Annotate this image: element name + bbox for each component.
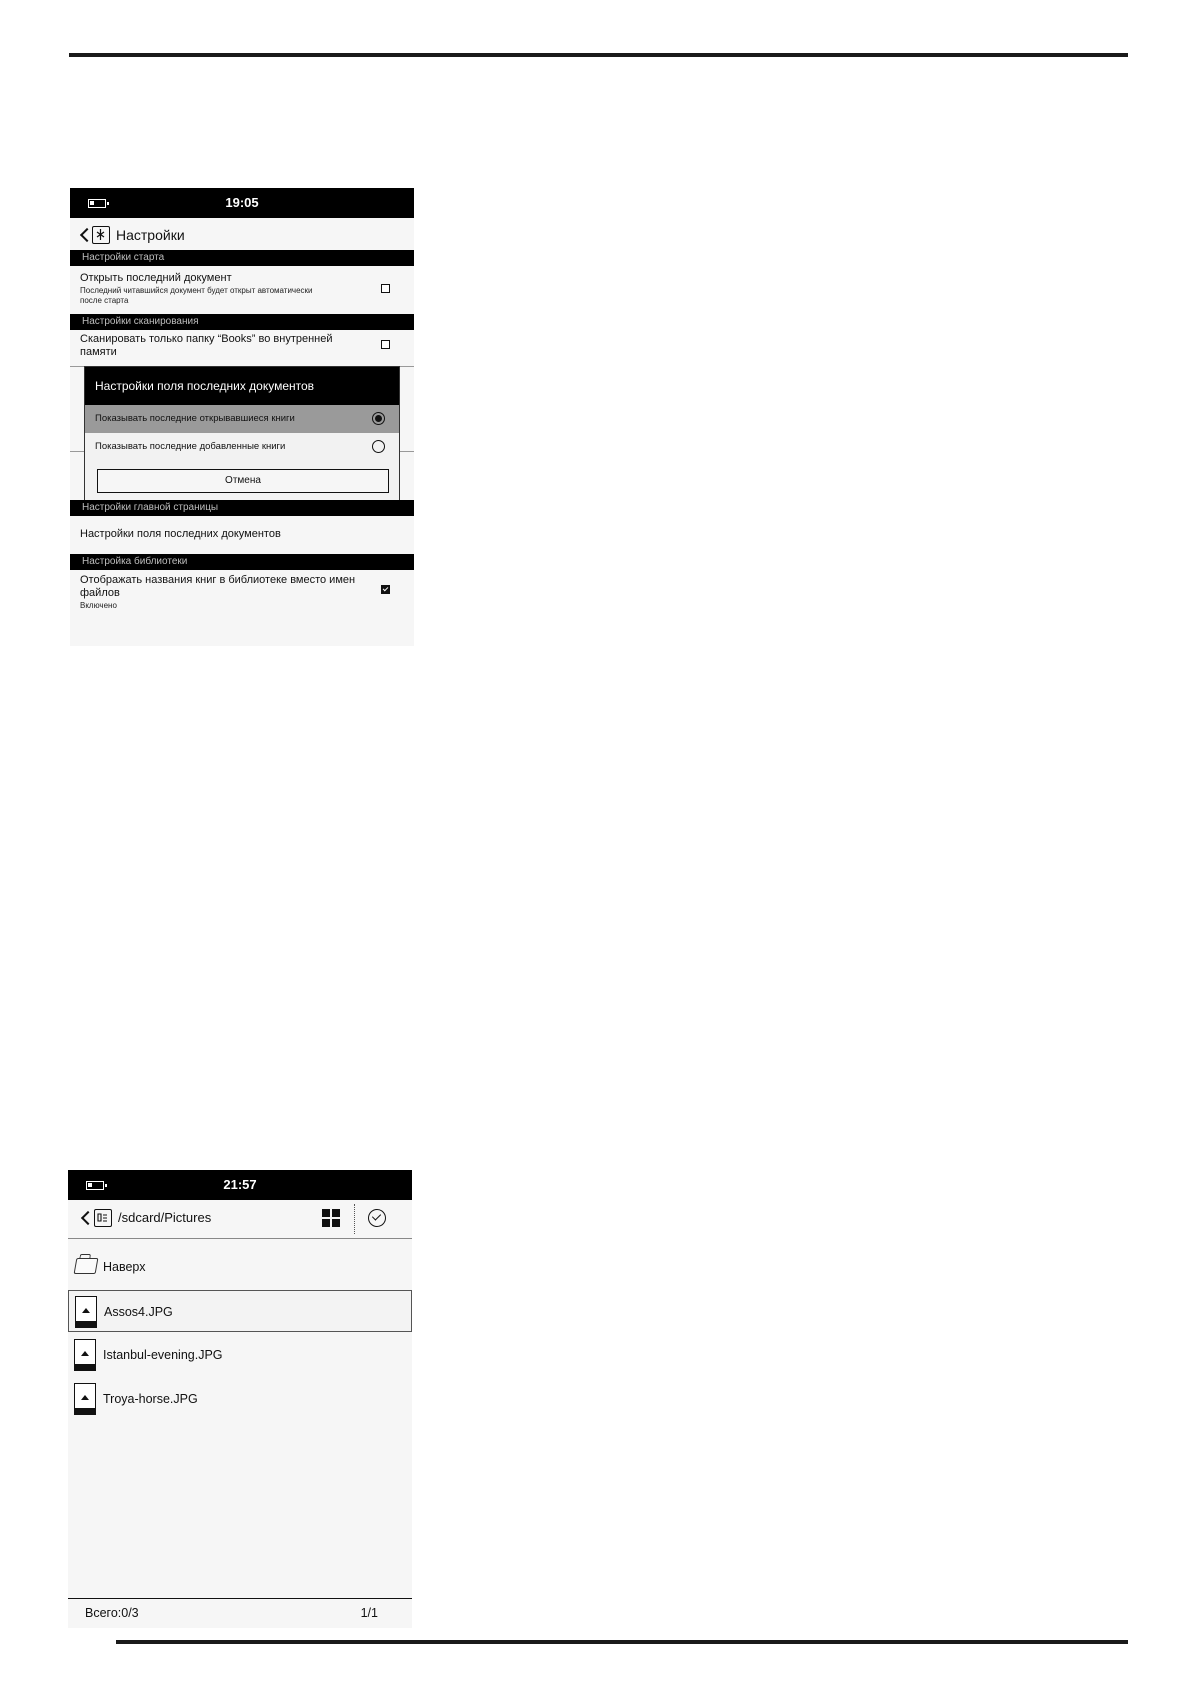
option-label: Показывать последние открывавшиеся книги — [95, 413, 295, 424]
setting-scan-books-only[interactable] — [70, 330, 414, 366]
back-chevron-icon[interactable] — [81, 1211, 95, 1225]
setting-show-book-titles[interactable] — [70, 570, 414, 616]
setting-title: Открыть последний документ — [80, 272, 232, 284]
file-manager-icon — [94, 1209, 112, 1227]
option-last-opened[interactable] — [85, 405, 399, 433]
setting-subtitle-line: после старта — [80, 296, 129, 305]
setting-recent-docs-field[interactable] — [70, 516, 414, 554]
open-last-document-checkbox[interactable] — [381, 284, 390, 293]
page-title: Настройки — [116, 227, 185, 243]
file-manager-screenshot — [68, 1170, 412, 1628]
setting-title: Настройки поля последних документов — [80, 528, 281, 540]
up-label: Наверх — [103, 1260, 146, 1274]
radio-empty-icon[interactable] — [372, 440, 385, 453]
section-header-library: Настройка библиотеки — [70, 554, 414, 570]
status-time: 21:57 — [223, 1177, 257, 1192]
file-name: Assos4.JPG — [104, 1305, 173, 1319]
dialog-title: Настройки поля последних документов — [85, 367, 399, 405]
jpg-file-icon — [74, 1339, 96, 1371]
setting-title-line: памяти — [80, 346, 117, 358]
jpg-file-icon — [75, 1296, 97, 1328]
radio-selected-icon[interactable] — [372, 412, 385, 425]
file-row[interactable] — [68, 1290, 412, 1332]
toolbar-separator — [354, 1204, 355, 1234]
settings-app-icon — [92, 226, 110, 244]
status-time: 19:05 — [225, 195, 259, 210]
grid-view-icon[interactable] — [322, 1209, 340, 1227]
setting-subtitle: Включено — [80, 601, 117, 610]
section-header-start: Настройки старта — [70, 250, 414, 266]
jpg-file-icon — [74, 1383, 96, 1415]
page-top-rule — [69, 53, 1128, 57]
file-list-footer — [68, 1598, 412, 1628]
file-nav-bar — [68, 1200, 412, 1236]
scan-books-only-checkbox[interactable] — [381, 340, 390, 349]
status-bar — [68, 1170, 412, 1200]
page-indicator: 1/1 — [360, 1606, 378, 1620]
page-bottom-rule — [116, 1640, 1128, 1644]
option-label: Показывать последние добавленные книги — [95, 441, 286, 452]
status-bar — [70, 188, 414, 218]
file-row[interactable] — [68, 1334, 412, 1376]
check-circle-icon[interactable] — [368, 1209, 386, 1227]
section-header-scan: Настройки сканирования — [70, 314, 414, 330]
file-row[interactable] — [68, 1378, 412, 1420]
settings-screenshot — [70, 188, 414, 646]
up-folder-row[interactable] — [68, 1246, 412, 1288]
folder-up-icon — [74, 1258, 99, 1274]
cancel-button[interactable]: Отмена — [97, 469, 389, 493]
setting-title-line: файлов — [80, 587, 120, 599]
show-book-titles-checkbox[interactable] — [381, 585, 390, 594]
option-last-added[interactable] — [85, 433, 399, 461]
file-name: Istanbul-evening.JPG — [103, 1348, 223, 1362]
setting-subtitle-line: Последний читавшийся документ будет открыт автоматически — [80, 286, 313, 295]
setting-open-last-document[interactable] — [70, 266, 414, 310]
setting-title-line: Сканировать только папку “Books” во внутренней — [80, 333, 333, 345]
setting-title-line: Отображать названия книг в библиотеке вместо имен — [80, 574, 356, 586]
nav-divider — [68, 1238, 412, 1239]
section-header-home: Настройки главной страницы — [70, 500, 414, 516]
file-name: Troya-horse.JPG — [103, 1392, 198, 1406]
total-count: Всего:0/3 — [85, 1606, 139, 1620]
recent-docs-dialog — [84, 366, 400, 504]
current-path: /sdcard/Pictures — [118, 1210, 212, 1225]
settings-nav-bar — [70, 218, 414, 252]
